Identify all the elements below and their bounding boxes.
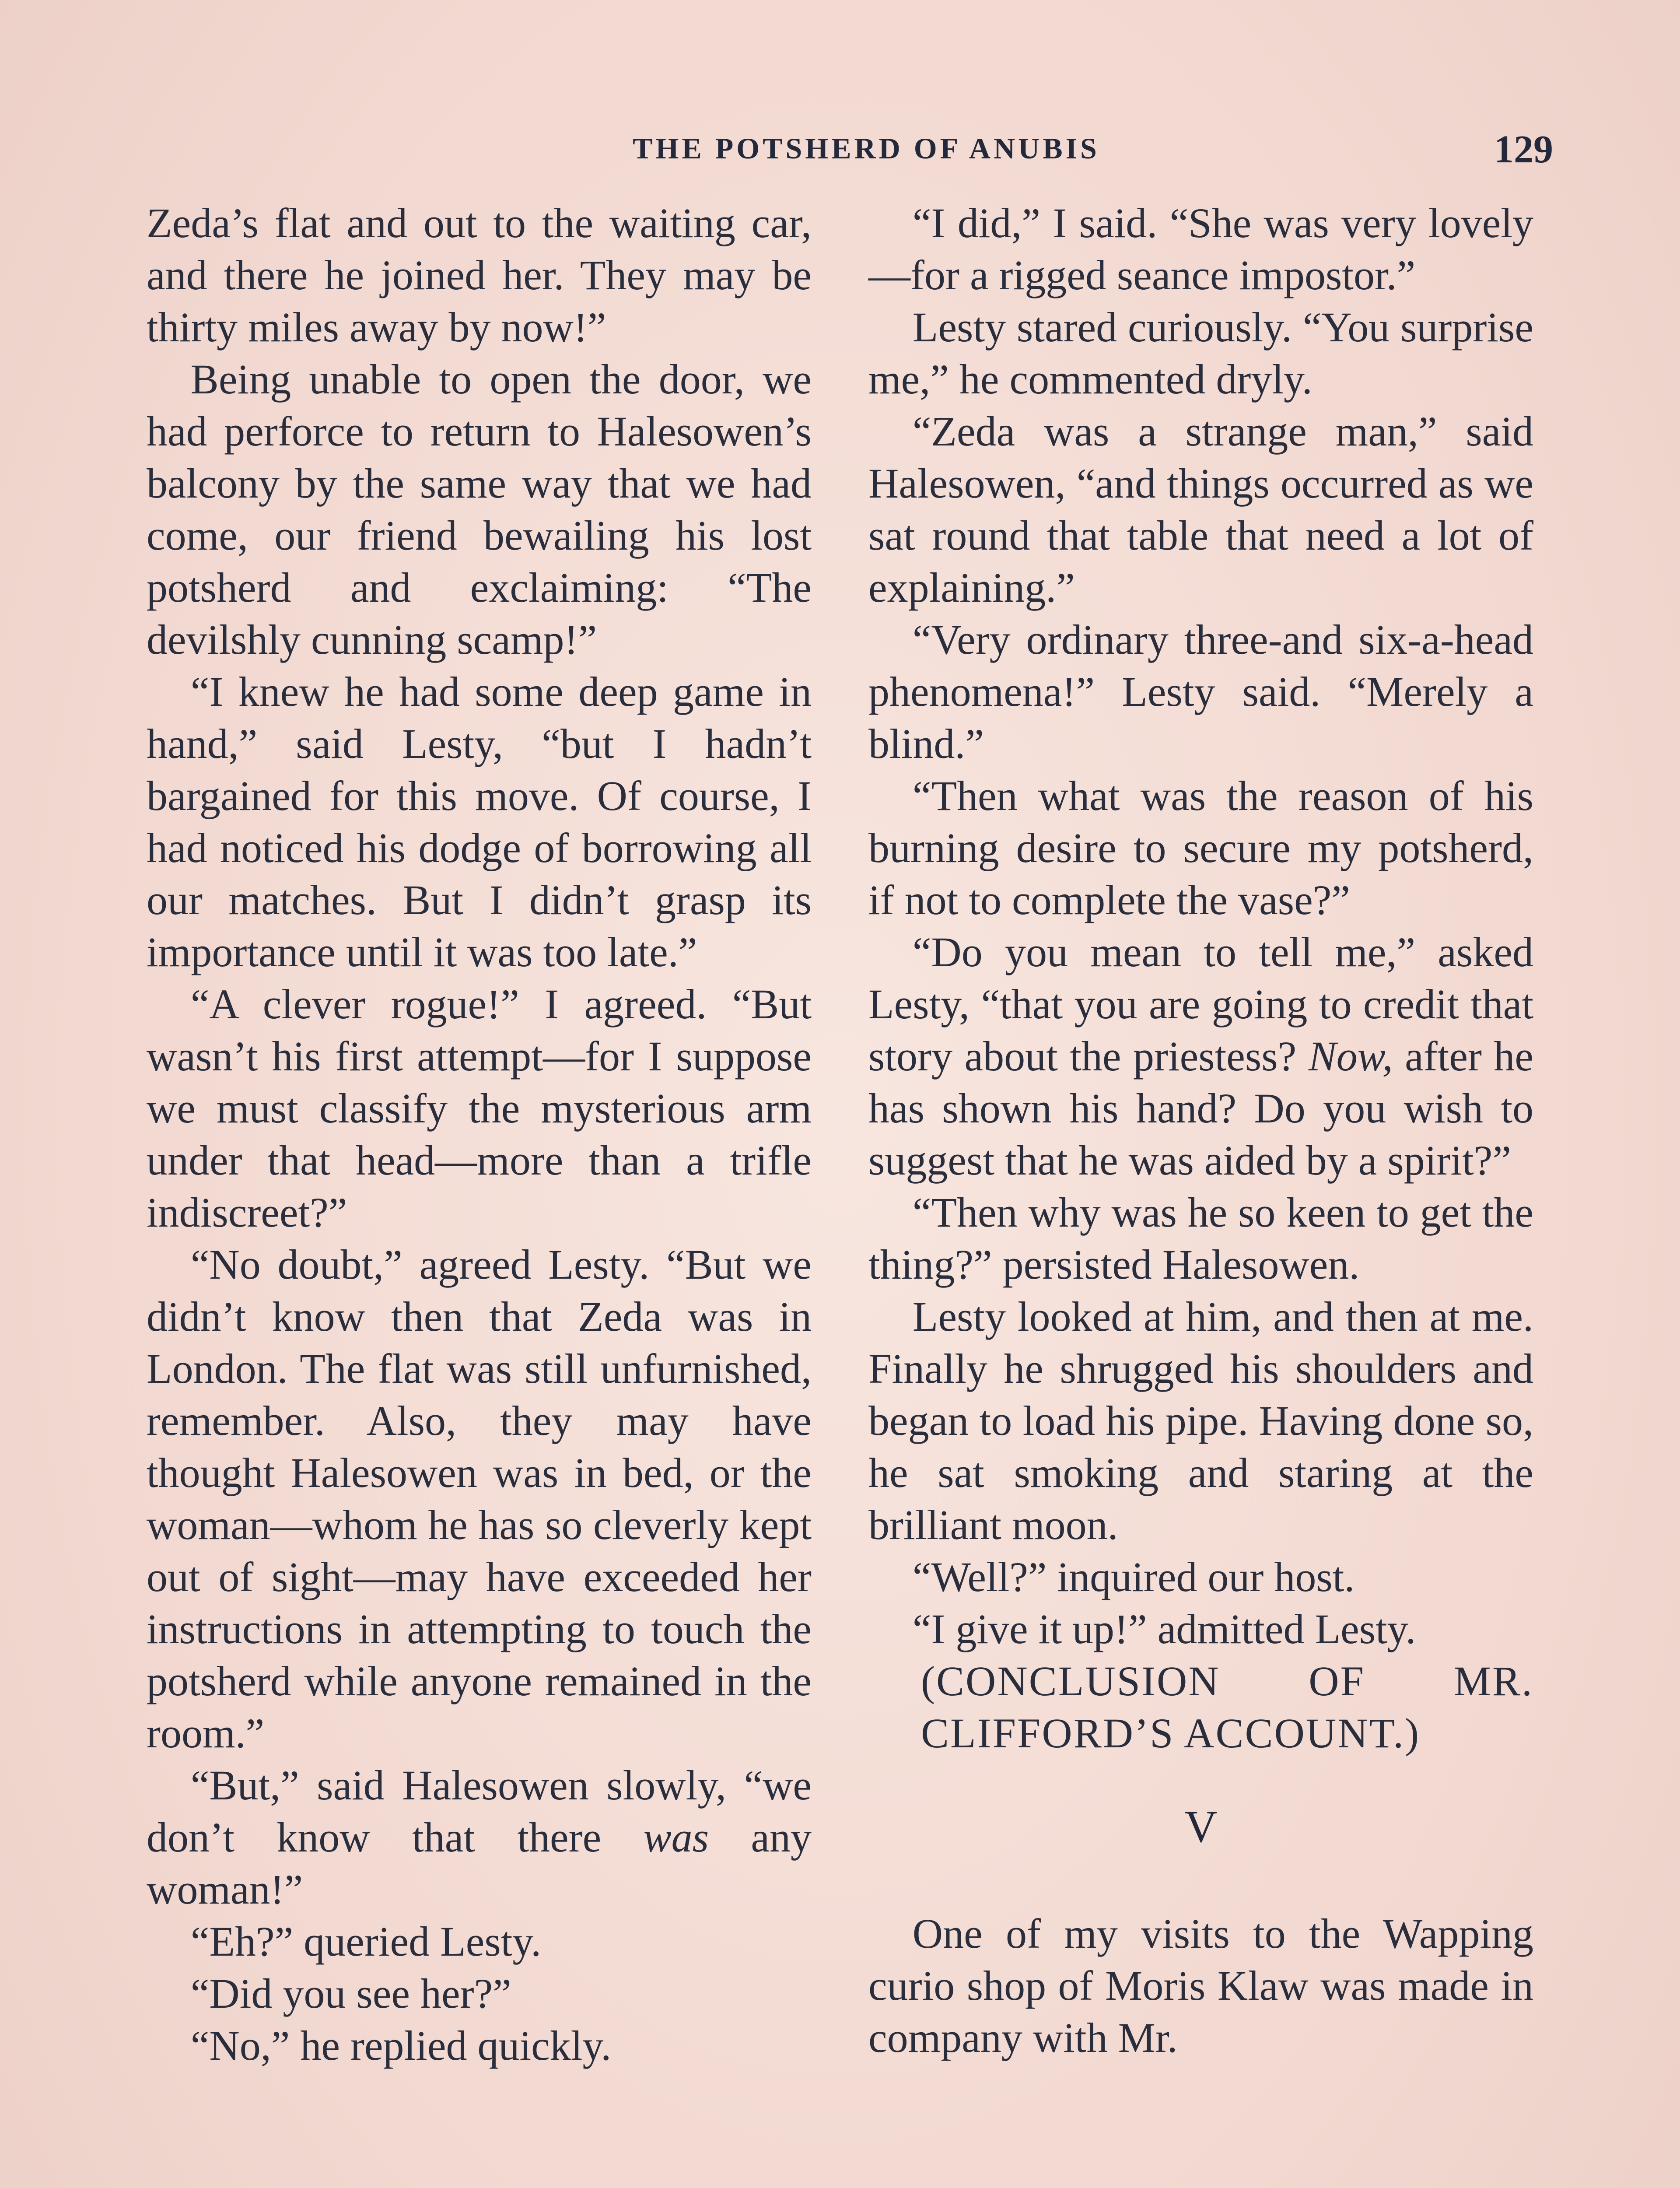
paragraph: “No doubt,” agreed Lesty. “But we didn’t know then that Zeda was in London. The flat was still unfurnished, remember. Also, they may have thought Halesowen was in bed, or the woman—whom he has so cleverly kept out of sight—may have exceeded her instructions in attempting to touch the potsherd while anyone remained in the room.” — [147, 1241, 812, 1757]
paragraph: “Then what was the reason of his burning desire to secure my potsherd, if not to complete the vase?” — [868, 772, 1533, 923]
paragraph: One of my visits to the Wapping curio shop of Moris Klaw was made in company with Mr. — [868, 1910, 1533, 2061]
text-run: any woman!” — [147, 1814, 812, 1913]
text-run: “Do you mean to tell me,” asked Lesty, “that you are going to credit that story about the priestess? — [868, 929, 1533, 1080]
running-head — [144, 127, 1553, 175]
text-run: “But,” said Halesowen slowly, “we don’t know that there — [147, 1762, 812, 1861]
paragraph: “Did you see her?” — [190, 1970, 511, 2017]
paragraph: “Zeda was a strange man,” said Halesowen, “and things occurred as we sat round that table that need a lot of explaining.” — [868, 408, 1533, 611]
emphasis: Now, — [1308, 1033, 1393, 1080]
right-column — [868, 197, 1533, 2064]
paragraph: “I knew he had some deep game in hand,” said Lesty, “but I hadn’t bargained for this move. Of course, I had noticed his dodge of borrowing all our matches. But I didn’t grasp its importance until it was too late.” — [147, 668, 812, 975]
emphasis: was — [643, 1814, 709, 1861]
running-title: THE POTSHERD OF ANUBIS — [633, 132, 1100, 165]
paragraph: Being unable to open the door, we had perforce to return to Halesowen’s balcony by the same way that we had come, our friend bewailing his lost potsherd and exclaiming: “The devilshly cunning scamp!” — [147, 356, 812, 663]
paragraph: “A clever rogue!” I agreed. “But wasn’t his first attempt—for I suppose we must classify the mysterious arm under that head—more than a trifle indiscreet?” — [147, 981, 812, 1236]
paragraph: Lesty stared curiously. “You surprise me,” he commented dryly. — [868, 304, 1533, 403]
left-column — [147, 197, 812, 2072]
paragraph: “Then why was he so keen to get the thing?” persisted Halesowen. — [868, 1189, 1533, 1288]
text-run: after he has shown his hand? Do you wish to suggest that he was aided by a spirit?” — [868, 1033, 1534, 1184]
paragraph: “Eh?” queried Lesty. — [190, 1918, 542, 1965]
paragraph: Lesty looked at him, and then at me. Finally he shrugged his shoulders and began to load his pipe. Having done so, he sat smoking and staring at the brilliant moon. — [868, 1293, 1533, 1548]
account-conclusion-note: (CONCLUSION OF MR. CLIFFORD’S ACCOUNT.) — [921, 1658, 1533, 1757]
paragraph — [868, 926, 1533, 1186]
paragraph: “I did,” I said. “She was very lovely—for a rigged seance impostor.” — [868, 200, 1533, 298]
paragraph: “No,” he replied quickly. — [190, 2022, 612, 2069]
paragraph: “Well?” inquired our host. — [912, 1553, 1355, 1600]
page-number: 129 — [1494, 128, 1553, 171]
paragraph: “Very ordinary three-and six-a-head phenomena!” Lesty said. “Merely a blind.” — [868, 616, 1533, 767]
paragraph — [147, 1759, 812, 1915]
paragraph: Zeda’s flat and out to the waiting car, and there he joined her. They may be thirty miles away by now!” — [147, 200, 812, 351]
section-heading: V — [1184, 1802, 1218, 1852]
paragraph: “I give it up!” admitted Lesty. — [912, 1606, 1416, 1652]
